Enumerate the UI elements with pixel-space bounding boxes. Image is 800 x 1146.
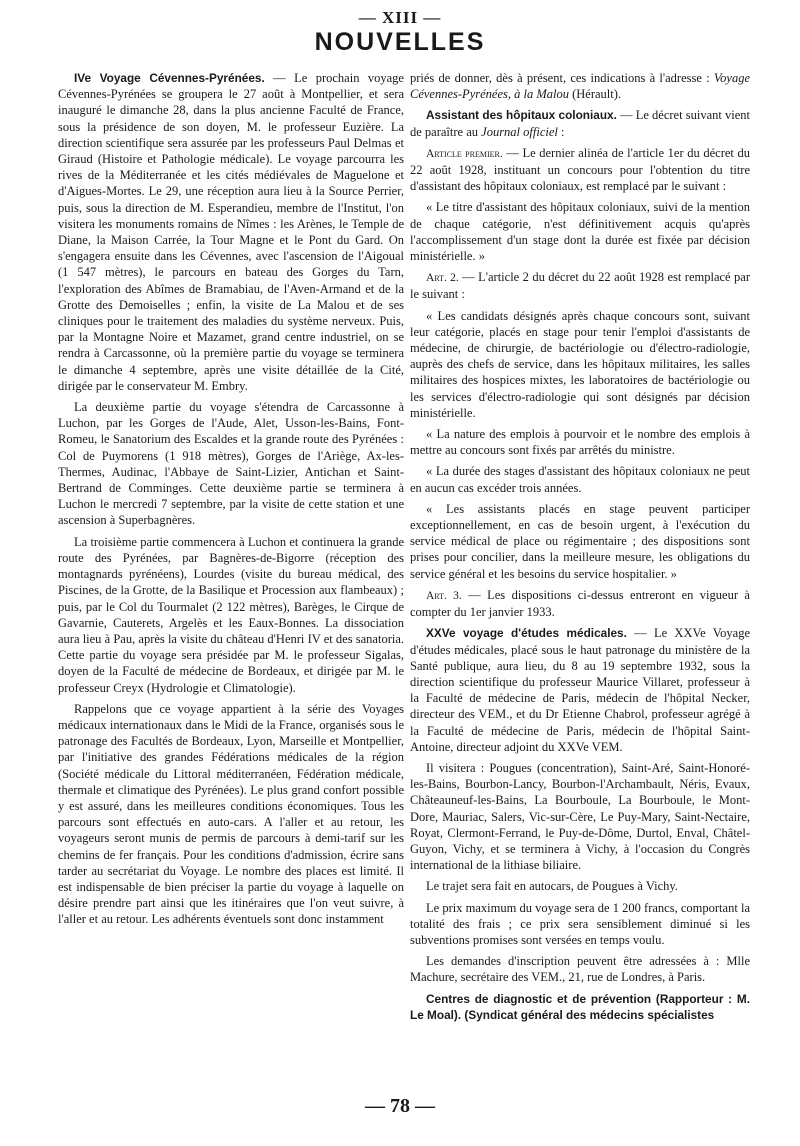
paragraph-xxv-voyage bbox=[410, 625, 750, 755]
article-label: Art. 3. bbox=[426, 589, 462, 602]
left-column bbox=[58, 70, 404, 933]
address-italic: Voyage Cévennes-Pyrénées, à la Malou bbox=[410, 71, 750, 102]
paragraph-text: — Le décret suivant vient de paraître au bbox=[410, 108, 750, 139]
section-title: NOUVELLES bbox=[314, 28, 486, 56]
paragraph-second-part: La deuxième partie du voyage s'étendra de Carcassonne à Luchon, par les Gorges de l'Aude, Alet, Usson-les-Bains, Font-Romeu, le Sanatorium des Escaldes et la grande route des Pyrénées : Col de Puymorens (1 918 mètres), Gorges de l'Ariège, Ax-les-Thermes, Audinac, l'Abbaye de Saint-Lizier, Antichan et Saint-Bertrand de Comminges. Cette deuxième partie se terminera à Luchon le mercredi 7 septembre, par la visite de cette station et une ascension à Superbagnères. bbox=[58, 400, 404, 528]
paragraph-quote-5: « Les assistants placés en stage peuvent participer exceptionnellement, en cas de besoin urgent, à l'exécution du service médical de place ou régimentaire ; des dispositions sont prises pour concilier, dans la meilleure mesure, les obligations du service général et les besoins du service hospitalier. » bbox=[410, 501, 750, 581]
paragraph-heading: Centres de diagnostic et de prévention bbox=[426, 991, 652, 1006]
paragraph-text: — Le XXVe Voyage d'études médicales, placé sous le haut patronage du ministère de la Santé publique, aura lieu, du 8 au 19 septembre 1932, sous la direction scientifique du professeur Maurice Villaret, professeur à la Faculté de médecine de Paris, médecin de l'hôpital Necker, directeur des VEM., et du Dr Etienne Chabrol, professeur agrégé à la Faculté de médecine de Paris, médecin de l'hôpital Saint-Antoine, directeur adjoint du XXVe VEM. bbox=[410, 626, 750, 754]
page-number-bottom: — 78 — bbox=[365, 1095, 435, 1117]
paragraph-text: — Le dernier alinéa de l'article 1er du décret du 22 août 1928, instituant un concours pour l'obtention du titre d'assistant des hôpitaux coloniaux, est remplacé par le suivant : bbox=[410, 145, 750, 194]
paragraph-article-premier bbox=[410, 145, 750, 195]
paragraph-text: (Rapporteur : M. Le Moal). (Syndicat général des médecins spécialistes bbox=[410, 991, 750, 1022]
paragraph-quote-1: « Le titre d'assistant des hôpitaux coloniaux, suivi de la mention de chaque catégorie, n'est définitivement acquis qu'après l'accomplissement d'un stage dont la durée est fixée par décision ministérielle. » bbox=[410, 200, 750, 264]
paragraph-third-part: La troisième partie commencera à Luchon et continuera la grande route des Pyrénées, par Bagnères-de-Bigorre (réception des montagnards pyrénéens), Lourdes (visite du bureau médical, des Piscines, de la Grotte, de la Basilique et Procession aux flambeaux) ; puis, par le Col du Tourmalet (2 122 mètres), Barèges, le Cirque de Gavarnie, Cauterets, Argelès et les Eaux-Bonnes. La dissociation aura lieu à Pau, après la visite du château d'Henri IV et des sanatoria. Cette partie du voyage sera présidée par M. le professeur Sigalas, doyen de la Faculté de médecine de Bordeaux, et dirigée par M. le professeur Creyx (Hydrologie et Climatologie). bbox=[58, 534, 404, 695]
journal-italic: Journal officiel bbox=[481, 124, 558, 139]
paragraph-quote-2: « Les candidats désignés après chaque concours sont, suivant leur catégorie, placés en stage pour tenir l'emploi d'assistants de médecine, de chirurgie, de bactériologie ou d'électro-radiologie, auprès des chefs de service, dans les hôpitaux militaires, les salles militaires des hospices mixtes, les laboratoires de bactériologie ou les services d'électro-radiologie qui sont désignés par décision ministérielle. bbox=[410, 308, 750, 420]
article-label: Art. 2. bbox=[426, 272, 459, 285]
page-number-top: — XIII — bbox=[358, 8, 442, 27]
paragraph-centres-diagnostic bbox=[410, 991, 750, 1023]
paragraph-heading: Assistant des hôpitaux coloniaux. bbox=[426, 108, 617, 123]
paragraph-heading: IVe Voyage Cévennes-Pyrénées. bbox=[74, 71, 265, 85]
paragraph-inscription: Les demandes d'inscription peuvent être adressées à : Mlle Machure, secrétaire des VEM., 21, rue de Londres, à Paris. bbox=[410, 954, 750, 985]
paragraph-text: — L'article 2 du décret du 22 août 1928 est remplacé par le suivant : bbox=[410, 270, 750, 302]
paragraph-itinerary: Il visitera : Pougues (concentration), Saint-Aré, Saint-Honoré-les-Bains, Bourbon-Lancy, Bourbon-l'Archambault, Néris, Evaux, Châteauneuf-les-Bains, La Bourboule, La Bourboule, le Mont-Dore, Mauriac, Salers, Vic-sur-Cère, Le Puy-Mary, Saint-Nectaire, Royat, Clermont-Ferrand, le Puy-de-Dôme, Durtol, Enval, Châtel-Guyon, Vichy, et se terminera à Vichy, à l'occasion du Congrès international de la lithiase biliaire. bbox=[410, 760, 750, 873]
paragraph-rappelons: Rappelons que ce voyage appartient à la série des Voyages médicaux internationaux dans le Midi de la France, organisés sous le patronage des Facultés de Bordeaux, Lyon, Marseille et Montpellier, par l'initiative des grandes Fédérations médicales de la région (Société médicale du Littoral méditerranéen, Fédération médicale, thermale et climatique des Pyrénées). Le plus grand confort possible y est assuré, dans les meilleures conditions économiques. Tous les parcours sont effectués en auto-cars. A l'aller et au retour, les voyageurs seront munis de permis de parcours à demi-tarif sur les chemins de fer français. Pour les conditions d'admission, écrire sans tarder au secrétariat du Voyage. Le nombre des places est limité. Il est indispensable de bien préciser la partie du voyage à laquelle on désire prendre part ainsi que les itinéraires que l'on veut suivre, à l'aller et au retour. Les adhérents éventuels sont donc instamment bbox=[58, 701, 404, 927]
paragraph-quote-4: « La durée des stages d'assistant des hôpitaux coloniaux ne peut en aucun cas excéder trois années. bbox=[410, 464, 750, 495]
paragraph-text-end: (Hérault). bbox=[568, 87, 622, 102]
paragraph-assistant-hopitaux bbox=[410, 107, 750, 139]
paragraph-text: — Le prochain voyage Cévennes-Pyrénées se groupera le 27 août à Montpellier, et sera inauguré le dimanche 28, dans la plus ancienne Faculté de France, sous la présidence de son doyen, M. le professeur Euzière. La direction scientifique sera assurée par les professeurs Paul Delmas et Giraud (Histoire et Pathologie médicale). Le voyage parcourra les rives de la Méditerranée et les cités médiévales de Maguelone et d'Aigues-Mortes. Le 29, une réception aura lieu à la Source Perrier, puis, sous la direction de M. Esperandieu, membre de l'Institut, l'on visitera les monuments romains de Nîmes : les Arènes, le Temple de Diane, la Maison Carrée, la Tour Magne et le Pont du Gard. On s'engagera ensuite dans les Cévennes, avec l'ascension de l'Aigoual (1 547 mètres), le parcours en bateau des Gorges du Tarn, l'exploration des Abîmes de Bramabiau, de l'Aven-Armand et de la Grotte des Demoiselles ; enfin, la visite de La Malou et de ses cliniques pour le traitement des maladies du système nerveux. Puis, par la Montagne Noire et Mazamet, grand centre industriel, on se rendra à Carcassonne, où la première partie du voyage se terminera le dimanche 4 septembre, après une visite détaillée de la Cité, dirigée par le conservateur M. Embry. bbox=[58, 71, 404, 393]
paragraph-quote-3: « La nature des emplois à pourvoir et le nombre des emplois à mettre au concours sont fixés par arrêtés du ministre. bbox=[410, 427, 750, 458]
paragraph-voyage-cevennes bbox=[58, 70, 404, 394]
paragraph-text: priés de donner, dès à présent, ces indications à l'adresse : bbox=[410, 71, 714, 85]
paragraph-continuation bbox=[410, 70, 750, 102]
paragraph-trajet: Le trajet sera fait en autocars, de Pougues à Vichy. bbox=[426, 879, 678, 894]
paragraph-article-2 bbox=[410, 269, 750, 302]
paragraph-heading: XXVe voyage d'études médicales. bbox=[426, 626, 627, 641]
paragraph-article-3 bbox=[410, 587, 750, 620]
article-label: Article premier. bbox=[426, 147, 503, 160]
right-column bbox=[410, 70, 750, 1028]
paragraph-prix: Le prix maximum du voyage sera de 1 200 francs, comportant la totalité des frais ; ce prix sera sensiblement diminué si les subventions promises sont versées en temps voulu. bbox=[410, 900, 750, 947]
paragraph-text-end: : bbox=[557, 124, 565, 139]
paragraph-text: — Les dispositions ci-dessus entreront en vigueur à compter du 1er janvier 1933. bbox=[410, 587, 750, 620]
